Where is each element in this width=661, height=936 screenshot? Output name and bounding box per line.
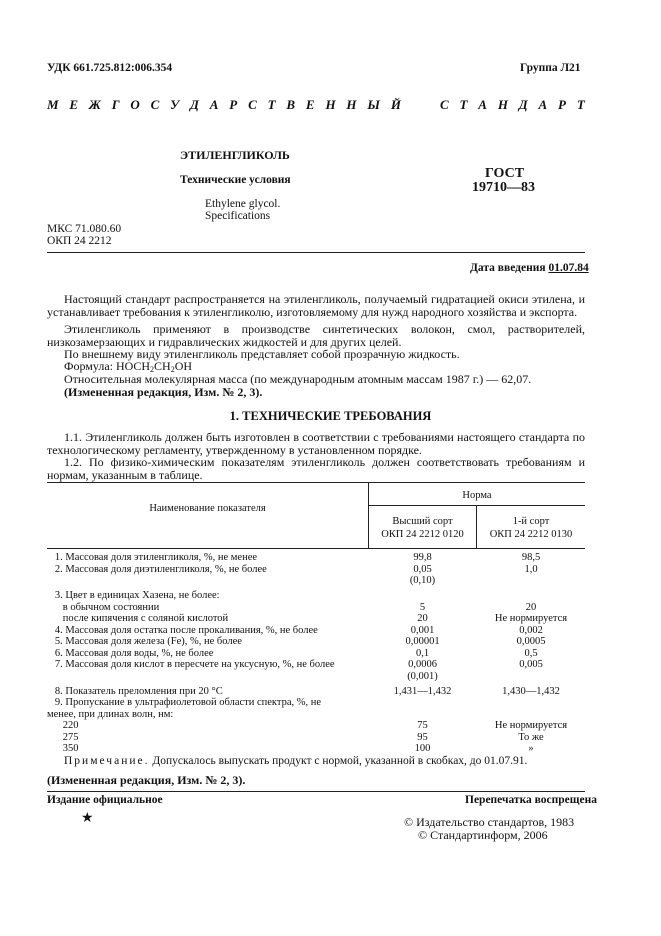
effective-date-label: Дата введения xyxy=(470,262,546,274)
banner-letter: Т xyxy=(576,97,585,112)
banner-letter: Р xyxy=(558,97,566,112)
banner-letter xyxy=(426,97,429,113)
table-cell-top: (0,001) xyxy=(407,670,438,682)
intro-paragraph-5: Относительная молекулярная масса (по международным атомным массам 1987 г.) — 62,07. xyxy=(64,372,532,386)
table-cell-name: 3. Цвет в единицах Хазена, не более: xyxy=(47,590,220,601)
okp-code: ОКП 24 2212 xyxy=(47,235,112,247)
copyright-1: © Издательство стандартов, 1983 xyxy=(404,815,575,829)
banner-letter: М xyxy=(47,97,59,112)
table-cell-name: 350 xyxy=(47,743,79,754)
column-header-top-grade: Высший сорт xyxy=(392,516,453,527)
effective-date-value: 01.07.84 xyxy=(548,262,589,274)
table-cell-first: 0,002 xyxy=(519,624,543,636)
table-cell-first: 0,0005 xyxy=(516,636,546,647)
table-cell-top: 95 xyxy=(417,731,428,743)
group-code: Группа Л21 xyxy=(520,62,581,74)
banner-letter: Р xyxy=(229,97,238,112)
banner-letter: Т xyxy=(459,97,468,112)
table-cell-name: 2. Массовая доля диэтиленгликоля, %, не более xyxy=(47,563,267,575)
table-cell-top: 20 xyxy=(417,613,428,624)
footer-rule xyxy=(47,791,585,792)
banner-letter: А xyxy=(538,97,548,112)
banner-letter: Д xyxy=(518,97,528,112)
table-cell-top: 0,05 xyxy=(413,563,432,575)
table-cell-top: 1,431—1,432 xyxy=(393,685,452,697)
formula-sub: 2 xyxy=(170,365,175,374)
table-cell-top: 0,1 xyxy=(415,647,430,659)
banner-letter: У xyxy=(170,97,180,112)
table-cell-first: 20 xyxy=(525,601,537,613)
table-cell-first: 1,430—1,432 xyxy=(502,685,560,697)
formula-part: CH xyxy=(154,359,171,373)
table-norm-rule xyxy=(369,505,585,506)
table-cell-first: То же xyxy=(518,731,544,743)
banner-letter: Ы xyxy=(367,97,380,112)
table-cell-top: 75 xyxy=(417,720,428,731)
table-cell-name: 4. Массовая доля остатка после прокаливания, %, не более xyxy=(47,624,318,636)
banner-letter: Т xyxy=(267,97,276,112)
banner-letter: Н xyxy=(497,97,508,112)
banner-letter: Е xyxy=(305,97,315,112)
banner-letter: О xyxy=(130,97,140,112)
table-cell-first: 0,005 xyxy=(519,659,543,670)
table-cell-name: 1. Массовая доля этиленгликоля, %, не менее xyxy=(47,552,258,563)
mks-code: МКС 71.080.60 xyxy=(47,223,122,235)
table-cell-top: (0,10) xyxy=(409,575,436,586)
gost-label: ГОСТ xyxy=(485,166,525,181)
table-cell-first: 98,5 xyxy=(521,552,541,563)
official-edition: Издание официальное xyxy=(47,794,163,806)
column-header-first-grade: 1-й сорт xyxy=(512,516,550,527)
table-cell-top: 5 xyxy=(419,601,426,613)
copyright-2: © Стандартинформ, 2006 xyxy=(418,828,548,842)
banner-letter: Н xyxy=(325,97,336,112)
edit-note-1: (Измененная редакция, Изм. № 2, 3). xyxy=(64,385,263,399)
banner-letter: Н xyxy=(346,97,357,112)
section-heading: 1. ТЕХНИЧЕСКИЕ ТРЕБОВАНИЯ xyxy=(229,409,432,423)
table-cell-name: 275 xyxy=(47,731,79,743)
note-label: Примечание. xyxy=(64,755,150,767)
table-top-rule xyxy=(47,482,585,483)
banner-letter: Й xyxy=(390,97,401,112)
table-cell-name: 7. Массовая доля кислот в пересчете на уксусную, %, не более xyxy=(47,659,335,670)
standard-banner xyxy=(47,97,585,113)
table-cell-top: 99,8 xyxy=(413,552,432,563)
table-header-bottom-rule xyxy=(47,548,585,549)
formula-sub: 2 xyxy=(150,365,155,374)
table-cell-name: 6. Массовая доля воды, %, не более xyxy=(47,647,214,659)
table-cell-name: после кипячения с соляной кислотой xyxy=(47,613,229,624)
column-header-norm: Норма xyxy=(462,490,492,501)
table-cell-name: в обычном состоянии xyxy=(47,601,160,613)
table-cell-first: » xyxy=(528,743,534,754)
banner-letter: А xyxy=(209,97,219,112)
divider xyxy=(47,252,585,253)
table-cell-first: 0,5 xyxy=(524,647,538,659)
banner-letter: Д xyxy=(190,97,199,112)
banner-letter: В xyxy=(286,97,296,112)
section-paragraph-2: 1.2. По физико-химическим показателям этиленгликоль должен соответствовать требованиям и нормам, указанным в таблице. xyxy=(47,455,585,482)
banner-letter: С xyxy=(439,97,449,112)
table-cell-name: 9. Пропускание в ультрафиолетовой области спектра, %, не xyxy=(47,697,322,708)
table-cell-top: 0,00001 xyxy=(405,636,440,647)
column-header-name: Наименование показателя xyxy=(149,503,266,514)
table-cell-top: 100 xyxy=(414,743,431,754)
star-icon: ★ xyxy=(81,811,94,826)
table-cell-name: 5. Массовая доля железа (Fe), %, не более xyxy=(47,636,242,647)
banner-letter: А xyxy=(478,97,487,112)
intro-paragraph-2: Этиленгликоль применяют в производстве синтетических волокон, смол, растворителей, низкозамерзающих и гидравлических жидкостей и для других целей. xyxy=(47,322,585,349)
formula-part: OH xyxy=(174,359,193,373)
table-cell-name: 220 xyxy=(47,720,79,731)
column-header-first-okp: ОКП 24 2212 0130 xyxy=(489,529,573,540)
table-cell-name: 8. Показатель преломления при 20 °С xyxy=(47,685,223,697)
doc-subtitle: Технические условия xyxy=(180,174,291,186)
banner-letter: С xyxy=(248,97,257,112)
table-cell-top: 0,0006 xyxy=(408,659,437,670)
banner-letter: Е xyxy=(69,97,79,112)
banner-letter: С xyxy=(150,97,160,112)
formula-part: Формула: HOCH xyxy=(64,359,151,373)
doc-title: ЭТИЛЕНГЛИКОЛЬ xyxy=(180,148,290,162)
english-title: Ethylene glycol. xyxy=(205,198,281,210)
table-vertical-rule xyxy=(476,505,477,549)
table-cell-first: Не нормируется xyxy=(494,720,568,731)
english-subtitle: Specifications xyxy=(205,210,271,222)
intro-paragraph-1: Настоящий стандарт распространяется на этиленгликоль, получаемый гидратацией окиси этилена, и устанавливает требования к этиленгликолю, изготовляемому для нужд народного хозяйства и экспорта. xyxy=(47,292,585,319)
effective-date xyxy=(470,262,589,274)
table-cell-first: 1,0 xyxy=(524,563,538,575)
banner-letter xyxy=(412,97,415,113)
table-cell-name: менее, при длинах волн, нм: xyxy=(47,708,174,720)
column-header-top-okp: ОКП 24 2212 0120 xyxy=(381,529,464,540)
table-cell-first: Не нормируется xyxy=(494,613,568,624)
table-note xyxy=(64,755,527,767)
udk-code: УДК 661.725.812:006.354 xyxy=(47,62,173,74)
section-paragraph-1: 1.1. Этиленгликоль должен быть изготовлен в соответствии с требованиями настоящего стандарта по технологическому регламенту, утвержденному в установленном порядке. xyxy=(47,430,585,457)
edit-note-2: (Измененная редакция, Изм. № 2, 3). xyxy=(47,773,246,787)
reprint-prohibited: Перепечатка воспрещена xyxy=(465,794,597,806)
table-cell-top: 0,001 xyxy=(410,624,435,636)
note-text: Допускалось выпускать продукт с нормой, указанной в скобках, до 01.07.91. xyxy=(149,755,528,767)
banner-letter: Г xyxy=(111,97,120,112)
intro-paragraph-3: По внешнему виду этиленгликоль представляет собой прозрачную жидкость. xyxy=(64,347,460,361)
gost-number: 19710—83 xyxy=(472,180,535,195)
banner-letter: Ж xyxy=(88,97,101,112)
